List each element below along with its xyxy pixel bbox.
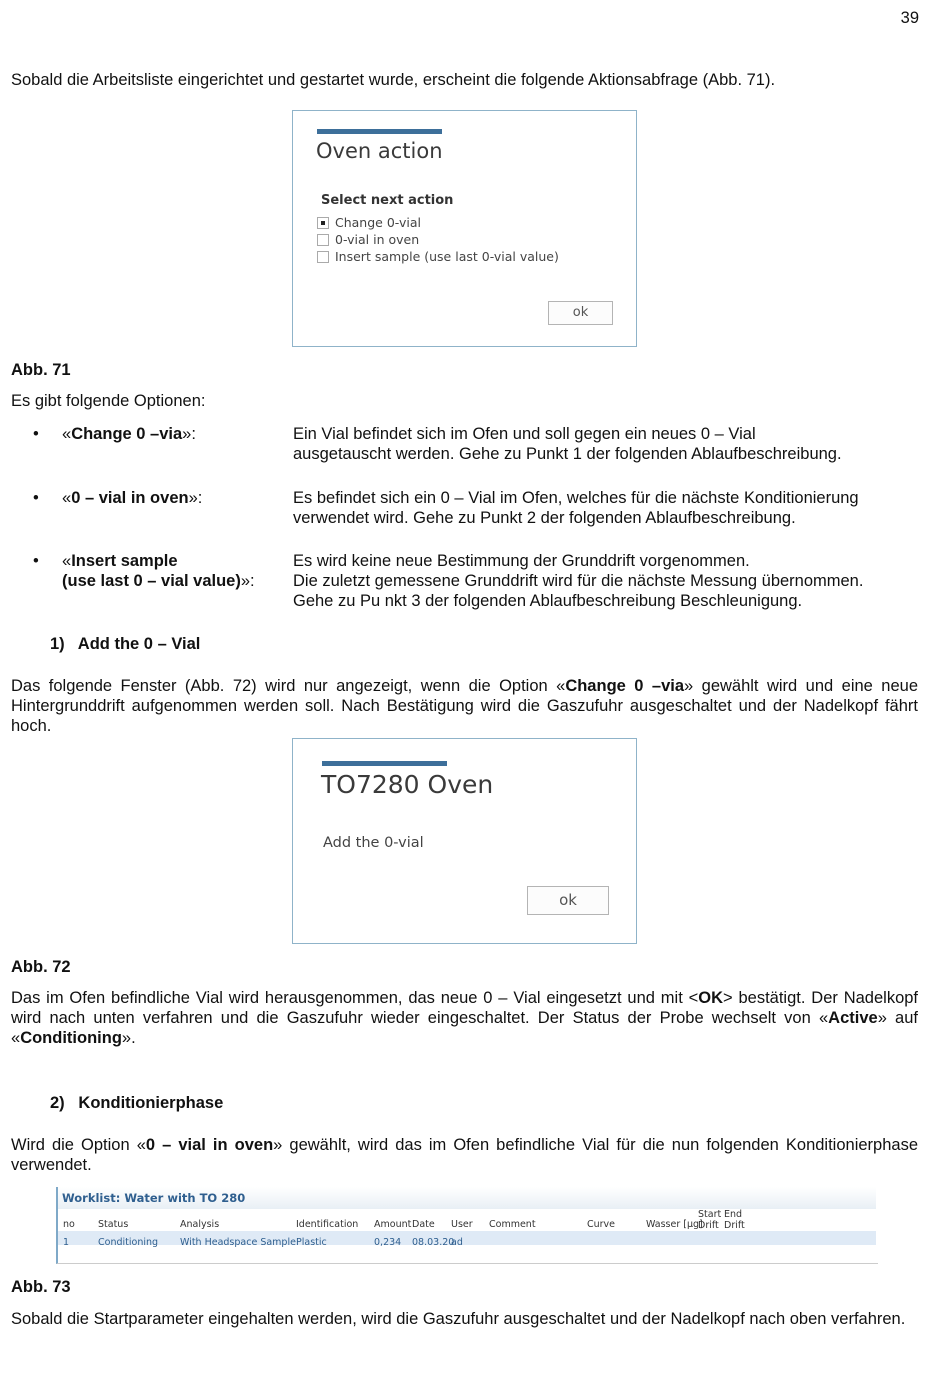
figure-caption-73: Abb. 73 — [11, 1278, 71, 1296]
options-intro: Es gibt folgende Optionen: — [11, 392, 206, 410]
dialog-title: TO7280 Oven — [321, 770, 494, 799]
option-label: Insert sample (use last 0-vial value) — [335, 249, 559, 264]
col-header-date[interactable]: Date — [412, 1219, 435, 1230]
col-header-identification[interactable]: Identification — [296, 1219, 359, 1230]
option-description: Ein Vial befindet sich im Ofen und soll gegen ein neues 0 – Vial ausgetauscht werden. Gehe zu Punkt 1 der folgenden Ablaufbeschreibung. — [293, 425, 842, 463]
checkbox-icon[interactable] — [317, 251, 329, 263]
option-item-insert-sample — [0, 551, 950, 621]
col-header-end-drift[interactable]: End Drift — [724, 1209, 745, 1231]
oven-action-dialog — [292, 110, 637, 347]
option-term: «Insert sample (use last 0 – vial value)»: — [62, 552, 255, 590]
worklist-title: Worklist: Water with TO 280 — [58, 1187, 876, 1209]
option-item-in-oven — [0, 488, 950, 538]
option-item-change — [0, 424, 950, 474]
col-header-wasser[interactable]: Wasser [µg] — [646, 1219, 703, 1230]
col-header-curve[interactable]: Curve — [587, 1219, 616, 1230]
col-header-user[interactable]: User — [451, 1219, 473, 1230]
ok-button[interactable]: ok — [527, 886, 609, 915]
cell-date: 08.03.20 — [412, 1237, 455, 1248]
to7280-oven-dialog — [292, 738, 637, 944]
ok-button[interactable]: ok — [548, 301, 613, 325]
option-label: 0-vial in oven — [335, 232, 420, 247]
col-header-no[interactable]: no — [63, 1219, 75, 1230]
option-description: Es wird keine neue Bestimmung der Grunddrift vorgenommen. Die zuletzt gemessene Grunddrift wird für die nächste Messung übernommen. Gehe zu Pu nkt 3 der folgenden Ablaufbeschreibung Beschleunigung. — [293, 552, 864, 610]
col-header-start-drift[interactable]: Start Drift — [698, 1209, 722, 1231]
option-description: Es befindet sich ein 0 – Vial im Ofen, welches für die nächste Konditionierung verwendet wird. Gehe zu Punkt 2 der folgenden Ablaufbeschreibung. — [293, 489, 859, 527]
figure-caption-71: Abb. 71 — [11, 361, 71, 379]
bullet-icon: • — [33, 552, 39, 570]
after-72-paragraph: Das im Ofen befindliche Vial wird herausgenommen, das neue 0 – Vial eingesetzt und mit <OK> bestätigt. Der Nadelkopf wird nach unten verfahren und die Gaszufuhr wieder eingeschaltet. Der Status der Probe wechselt von «Active» auf «Conditioning». — [11, 989, 919, 1047]
dialog-title-bar — [322, 761, 447, 766]
col-header-analysis[interactable]: Analysis — [180, 1219, 220, 1230]
col-header-amount[interactable]: Amount — [374, 1219, 412, 1230]
checkbox-icon[interactable] — [317, 217, 329, 229]
intro-paragraph: Sobald die Arbeitsliste eingerichtet und gestartet wurde, erscheint die folgende Aktionsabfrage (Abb. 71). — [11, 71, 776, 89]
select-action-label: Select next action — [321, 193, 454, 208]
col-header-comment[interactable]: Comment — [489, 1219, 536, 1230]
dialog-title: Oven action — [316, 139, 443, 163]
cell-no: 1 — [63, 1237, 70, 1248]
bullet-icon: • — [33, 489, 39, 507]
worklist-table — [56, 1187, 878, 1264]
section1-paragraph: Das folgende Fenster (Abb. 72) wird nur angezeigt, wenn die Option «Change 0 –via» gewählt wird und eine neue Hintergrunddrift aufgenommen werden soll. Nach Bestätigung wird die Gaszufuhr ausgeschaltet und der Nadelkopf fährt hoch. — [11, 677, 918, 735]
cell-identification: Plastic — [296, 1237, 327, 1248]
cell-status: Conditioning — [98, 1237, 159, 1248]
col-header-status[interactable]: Status — [98, 1219, 129, 1230]
checkbox-icon[interactable] — [317, 234, 329, 246]
figure-caption-72: Abb. 72 — [11, 958, 71, 976]
option-term: «0 – vial in oven»: — [62, 489, 203, 507]
dialog-message: Add the 0-vial — [323, 835, 424, 851]
bullet-icon: • — [33, 425, 39, 443]
cell-amount: 0,234 — [374, 1237, 402, 1248]
cell-analysis: With Headspace Sample — [180, 1237, 296, 1248]
cell-user: ad — [451, 1237, 463, 1248]
closing-paragraph: Sobald die Startparameter eingehalten werden, wird die Gaszufuhr ausgeschaltet und der Nadelkopf nach oben verfahren. — [11, 1310, 906, 1328]
section-heading-2: 2) Konditionierphase — [50, 1094, 224, 1112]
section-heading-1: 1) Add the 0 – Vial — [50, 635, 201, 653]
section2-paragraph: Wird die Option «0 – vial in oven» gewählt, wird das im Ofen befindliche Vial für die nun folgenden Konditionierphase verwendet. — [11, 1136, 918, 1174]
option-insert-sample[interactable] — [317, 247, 559, 267]
page-number: 39 — [900, 9, 919, 27]
option-label: Change 0-vial — [335, 215, 421, 230]
option-term: «Change 0 –via»: — [62, 425, 196, 443]
dialog-title-bar — [317, 129, 442, 134]
